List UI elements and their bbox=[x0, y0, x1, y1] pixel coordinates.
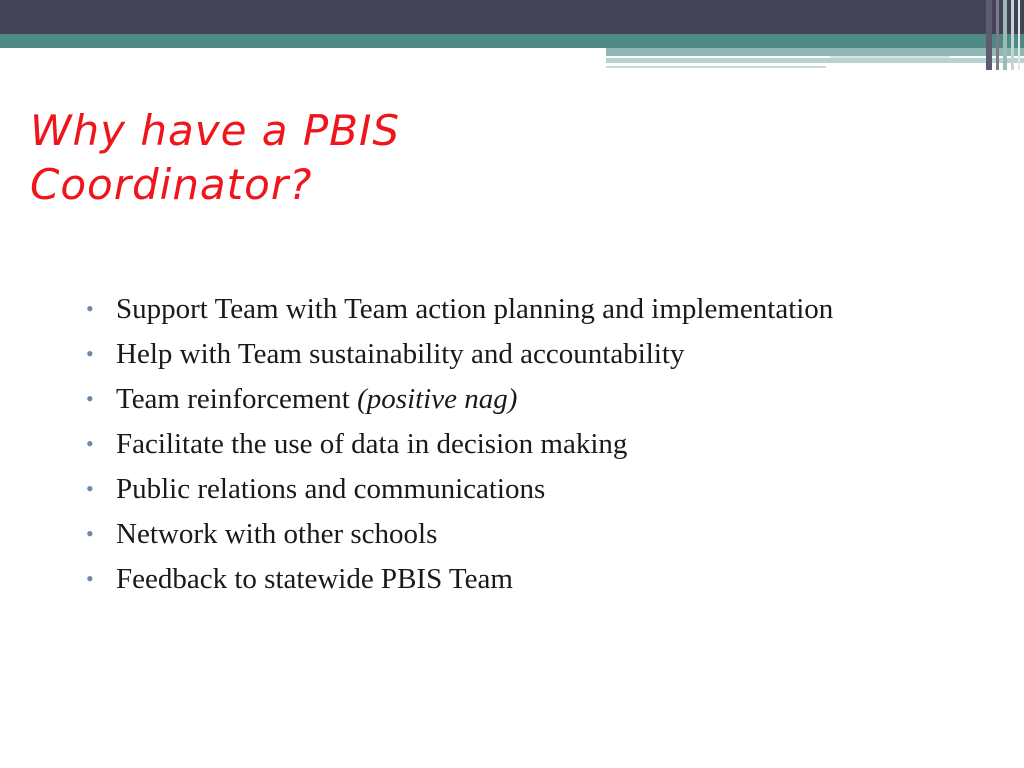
bullet-icon: • bbox=[86, 521, 94, 546]
bullet-icon: • bbox=[86, 386, 94, 411]
bullet-text: Feedback to statewide PBIS Team bbox=[116, 563, 513, 595]
slide-title: Why have a PBIS Coordinator? bbox=[30, 106, 401, 209]
bullet-item bbox=[86, 380, 966, 418]
bullet-icon: • bbox=[86, 341, 94, 366]
bullet-list bbox=[86, 290, 966, 605]
bullet-icon: • bbox=[86, 431, 94, 456]
corner-stripe bbox=[1011, 0, 1014, 70]
bullet-icon: • bbox=[86, 296, 94, 321]
bullet-text: Team reinforcement bbox=[116, 383, 358, 415]
bullet-text: Facilitate the use of data in decision making bbox=[116, 428, 628, 460]
bullet-text: Support Team with Team action planning and implementation bbox=[116, 293, 834, 325]
bullet-item bbox=[86, 335, 966, 373]
bullet-item bbox=[86, 560, 966, 598]
bullet-item bbox=[86, 515, 966, 553]
bullet-text: Public relations and communications bbox=[116, 473, 546, 505]
corner-stripe bbox=[996, 0, 999, 70]
corner-stripe bbox=[1003, 0, 1007, 70]
header-line-secondary bbox=[830, 56, 950, 58]
bullet-item bbox=[86, 290, 966, 328]
bullet-text: Network with other schools bbox=[116, 518, 438, 550]
header-bar-teal bbox=[0, 34, 1024, 48]
bullet-text: Help with Team sustainability and accountability bbox=[116, 338, 685, 370]
bullet-icon: • bbox=[86, 476, 94, 501]
header-bar-dark bbox=[0, 0, 1024, 34]
corner-stripe bbox=[986, 0, 992, 70]
bullet-item bbox=[86, 425, 966, 463]
header-bar-accent-secondary bbox=[606, 58, 1024, 63]
corner-stripe bbox=[1018, 0, 1020, 70]
bullet-icon: • bbox=[86, 566, 94, 591]
bullet-item bbox=[86, 470, 966, 508]
header-line bbox=[606, 66, 826, 68]
bullet-text-italic: (positive nag) bbox=[357, 383, 518, 415]
header-bar-accent bbox=[606, 48, 1024, 56]
